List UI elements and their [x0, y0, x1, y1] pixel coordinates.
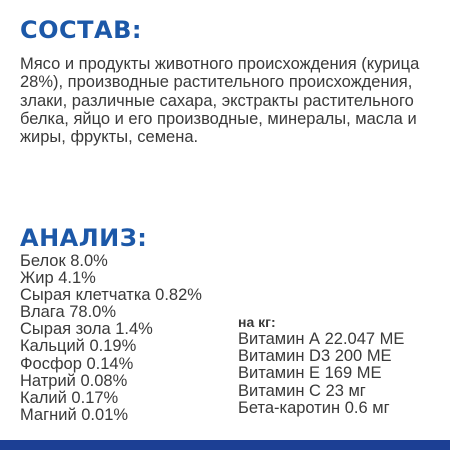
analysis-item-calcium: Кальций 0.19%	[20, 337, 137, 356]
analysis-item-potassium: Калий 0.17%	[20, 388, 119, 407]
vitamin-item-beta-carotene: Бета-каротин 0.6 мг	[238, 398, 390, 417]
analysis-item-crude-ash: Сырая зола 1.4%	[20, 320, 153, 339]
vitamin-item-a: Витамин А 22.047 МЕ	[238, 330, 405, 348]
analysis-item-magnesium: Магний 0.01%	[20, 405, 129, 424]
per-kg-label: на кг:	[238, 314, 276, 330]
footer-bar	[0, 440, 450, 450]
analysis-item-sodium: Натрий 0.08%	[20, 371, 128, 390]
vitamin-item-c: Витамин С 23 мг	[238, 381, 366, 400]
composition-text: Мясо и продукты животного происхождения (курица 28%), производные растительного происхождения, злаки, различные сахара, экстракты растительного белка, яйцо и его производные, минералы, масла и жиры, фрукты, семена.	[20, 55, 420, 147]
vitamin-list	[238, 331, 404, 417]
analysis-item-fat: Жир 4.1%	[20, 269, 96, 288]
analysis-item-protein: Белок 8.0%	[20, 252, 108, 270]
vitamin-item-d3: Витамин D3 200 МЕ	[238, 347, 392, 366]
vitamins-block	[238, 314, 404, 417]
composition-heading: СОСТАВ:	[20, 16, 142, 44]
analysis-list	[20, 253, 202, 424]
analysis-item-crude-fiber: Сырая клетчатка 0.82%	[20, 286, 202, 305]
analysis-item-moisture: Влага 78.0%	[20, 303, 117, 322]
analysis-item-phosphorus: Фосфор 0.14%	[20, 354, 134, 373]
vitamin-item-e: Витамин Е 169 МЕ	[238, 364, 382, 383]
analysis-heading: АНАЛИЗ:	[20, 224, 148, 252]
